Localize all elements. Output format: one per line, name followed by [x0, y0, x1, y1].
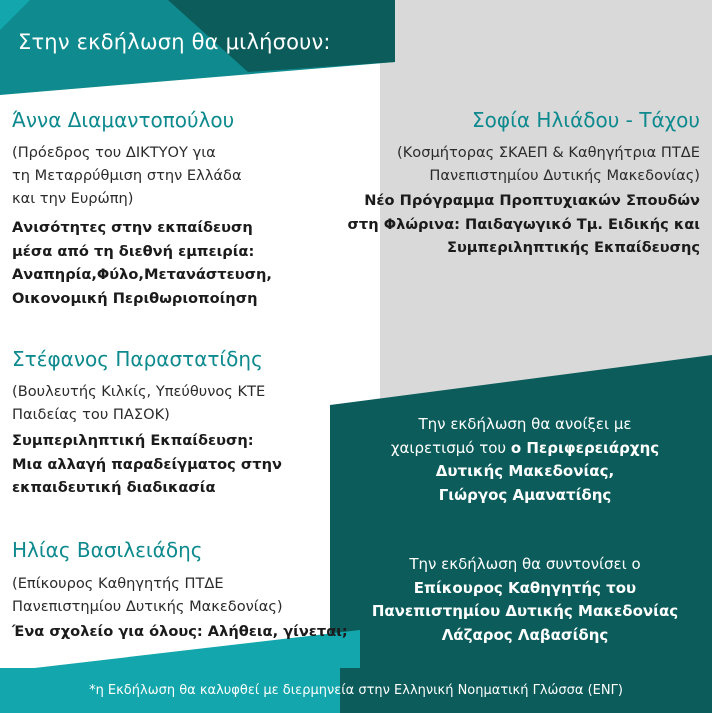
- opening-plain: χαιρετισμό του: [390, 438, 511, 457]
- opening-name: Γιώργος Αμανατίδης: [438, 485, 612, 504]
- coordinator-line: Την εκδήλωση θα συντονίσει ο: [409, 555, 641, 573]
- speaker-topic: [12, 620, 348, 644]
- speaker-role: [12, 572, 283, 618]
- role-line: Παιδείας του ΠΑΣΟΚ): [12, 406, 170, 423]
- opening-block: [350, 413, 700, 507]
- speaker-topic: [12, 216, 272, 310]
- topic-line: Αναπηρία,Φύλο,Μετανάστευση,: [12, 266, 272, 283]
- role-line: Πανεπιστημίου Δυτικής Μακεδονίας): [12, 598, 283, 615]
- topic-line: Νέο Πρόγραμμα Προπτυχιακών Σπουδών: [364, 192, 700, 209]
- speaker-topic: [12, 429, 282, 500]
- topic-line: μέσα από τη διεθνή εμπειρία:: [12, 242, 255, 260]
- opening-line: Δυτικής Μακεδονίας,: [435, 462, 615, 480]
- dark-panel: [330, 355, 712, 713]
- topic-line: Μια αλλαγή παραδείγματος στην: [12, 455, 282, 473]
- role-line: (Κοσμήτορας ΣΚΑΕΠ & Καθηγήτρια ΠΤΔΕ: [397, 144, 700, 161]
- role-line: και την Ευρώπη): [12, 190, 134, 207]
- role-line: (Πρόεδρος του ΔΙΚΤΥΟΥ για: [12, 144, 216, 161]
- coordinator-line: Πανεπιστημίου Δυτικής Μακεδονίας: [371, 602, 679, 620]
- opening-bold: ο Περιφερειάρχης: [510, 438, 660, 457]
- speaker-name: Ηλίας Βασιλειάδης: [12, 538, 203, 562]
- role-line: (Επίκουρος Καθηγητής ΠΤΔΕ: [12, 575, 224, 592]
- speaker-name: Στέφανος Παραστατίδης: [12, 347, 263, 371]
- coordinator-line: Επίκουρος Καθηγητής του: [413, 578, 637, 597]
- speaker-role: [12, 380, 265, 426]
- topic-line: Συμπεριληπτικής Εκπαίδευσης: [446, 239, 700, 256]
- topic-line: στη Φλώρινα: Παιδαγωγικό Τμ. Ειδικής και: [347, 215, 700, 233]
- topic-line: Συμπεριληπτική Εκπαίδευση:: [12, 432, 254, 449]
- role-line: Πανεπιστημίου Δυτικής Μακεδονίας): [429, 167, 700, 184]
- opening-line: [350, 437, 700, 461]
- page-title: Στην εκδήλωση θα μιλήσουν:: [18, 30, 331, 54]
- topic-line: Ένα σχολείο για όλους: Αλήθεια, γίνεται;: [12, 623, 348, 640]
- topic-line: εκπαιδευτική διαδικασία: [12, 479, 216, 496]
- speaker-topic: [348, 189, 700, 260]
- speaker-role: [397, 141, 700, 187]
- role-line: (Βουλευτής Κιλκίς, Υπεύθυνος ΚΤΕ: [12, 383, 266, 400]
- coordinator-block: [350, 553, 700, 647]
- role-line: τη Μεταρρύθμιση στην Ελλάδα: [12, 167, 242, 184]
- speaker-name: Σοφία Ηλιάδου - Τάχου: [472, 108, 700, 132]
- opening-line: Την εκδήλωση θα ανοίξει με: [418, 415, 632, 433]
- topic-line: Ανισότητες στην εκπαίδευση: [12, 219, 253, 236]
- topic-line: Οικονομική Περιθωριοποίηση: [12, 289, 258, 307]
- speaker-role: [12, 141, 242, 210]
- coordinator-name: Λάζαρος Λαβασίδης: [441, 625, 609, 644]
- speaker-name: Άννα Διαμαντοπούλου: [12, 108, 235, 132]
- footer-note: *η Εκδήλωση θα καλυφθεί με διερμηνεία στην Ελληνική Νοηματική Γλώσσα (ΕΝΓ): [89, 683, 623, 698]
